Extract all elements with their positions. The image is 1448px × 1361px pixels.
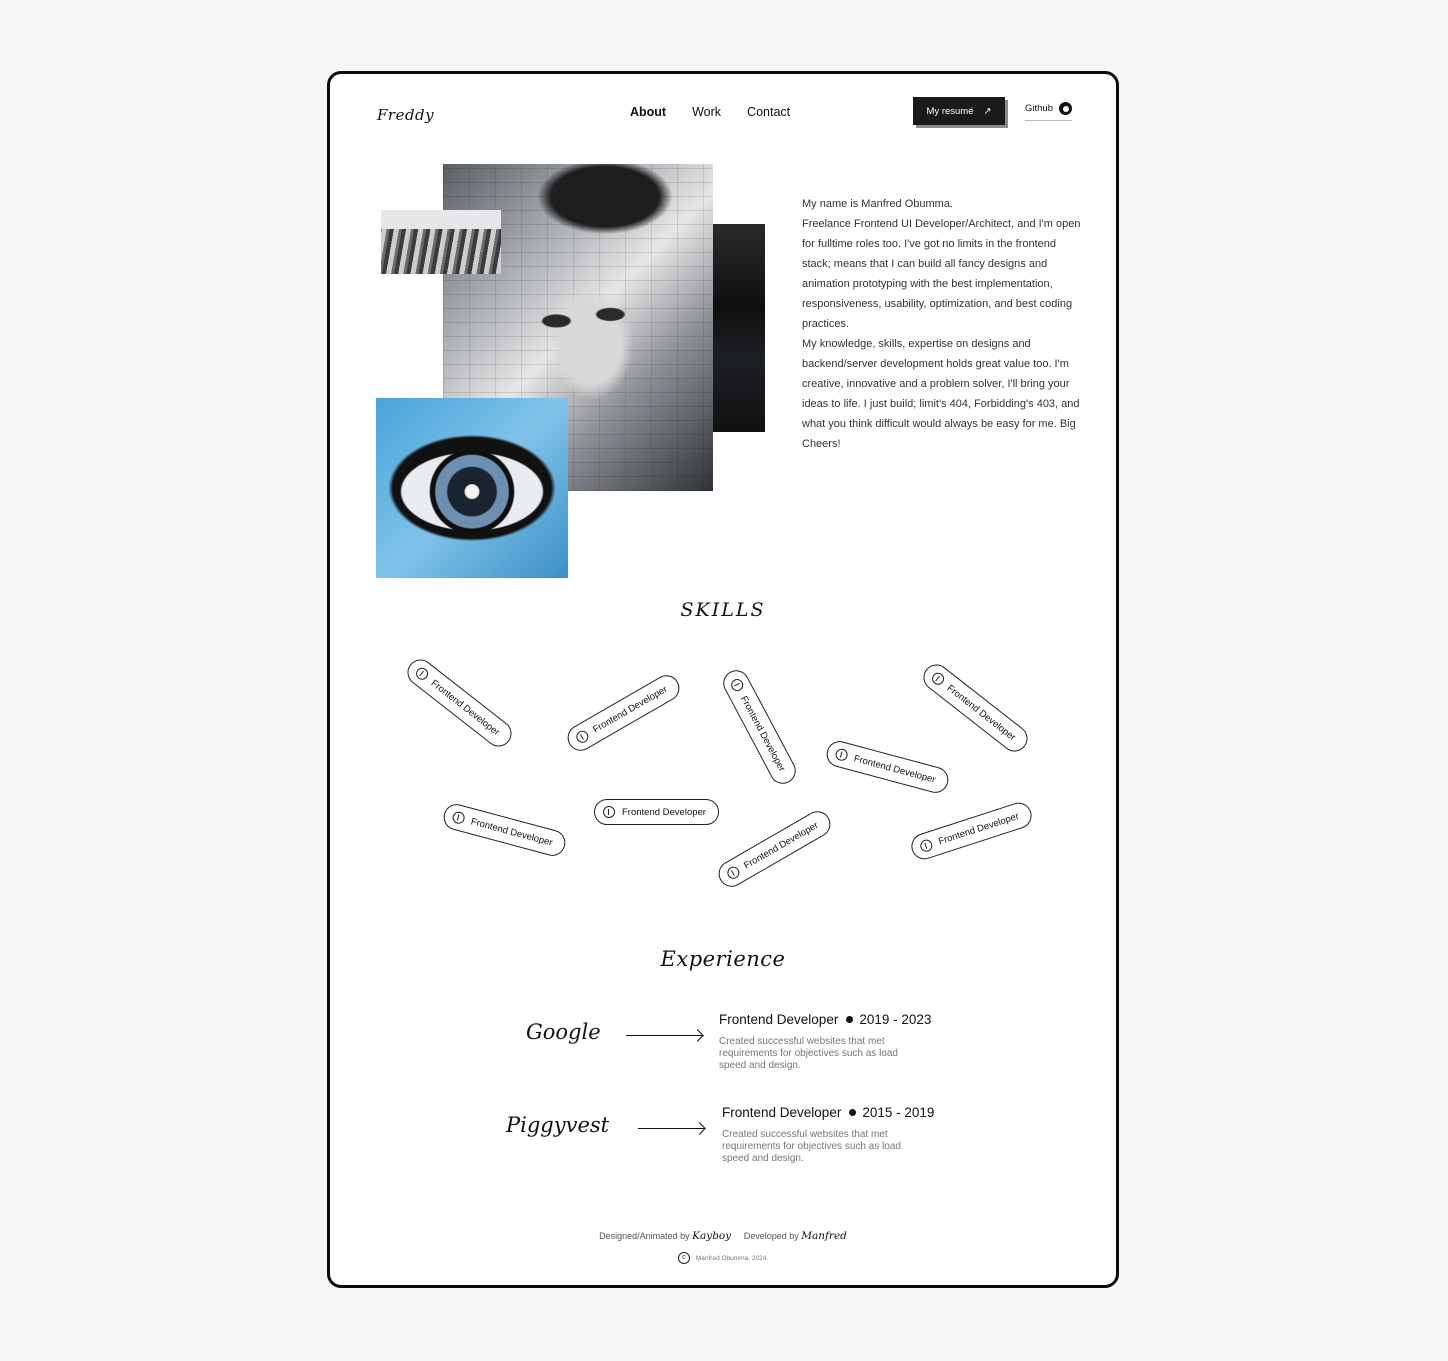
abstract-painting-image bbox=[381, 210, 501, 274]
skill-label: Frontend Developer bbox=[622, 806, 706, 818]
skill-label: Frontend Developer bbox=[738, 693, 788, 774]
skill-icon bbox=[930, 670, 947, 687]
experience-role bbox=[722, 1105, 934, 1120]
nav-work[interactable]: Work bbox=[692, 105, 722, 119]
arrow-right-icon bbox=[626, 1035, 702, 1036]
skill-chip bbox=[594, 799, 719, 825]
bullet-icon bbox=[849, 1109, 856, 1116]
skill-icon bbox=[919, 838, 934, 853]
blue-eye-painting-image bbox=[376, 398, 568, 578]
skill-label: Frontend Developer bbox=[944, 682, 1018, 743]
copyright bbox=[330, 1252, 1116, 1264]
skill-label: Frontend Developer bbox=[852, 752, 937, 786]
copyright-icon: c bbox=[678, 1252, 690, 1264]
experience-role bbox=[719, 1012, 931, 1027]
skill-label: Frontend Developer bbox=[469, 815, 554, 849]
bullet-icon bbox=[846, 1016, 853, 1023]
skills-heading: SKILLS bbox=[680, 599, 766, 621]
copyright-text: Manfred Obumma, 2024. bbox=[695, 1254, 769, 1262]
bio-text bbox=[802, 194, 1082, 454]
skill-icon bbox=[729, 677, 745, 693]
skill-chip bbox=[719, 666, 801, 789]
skill-chip bbox=[441, 801, 568, 858]
skill-icon bbox=[574, 729, 590, 745]
footer-credits bbox=[330, 1230, 1116, 1242]
skill-chip bbox=[918, 659, 1032, 756]
role-period: 2019 - 2023 bbox=[859, 1012, 932, 1027]
nav-contact[interactable]: Contact bbox=[747, 105, 791, 119]
github-label: Github bbox=[1025, 103, 1053, 114]
resume-button[interactable] bbox=[913, 97, 1005, 125]
arrow-right-icon bbox=[638, 1128, 704, 1129]
experience-description: Created successful websites that met requirements for objectives such as load speed and design. bbox=[722, 1129, 901, 1164]
dark-artwork-image bbox=[713, 224, 765, 432]
role-title: Frontend Developer bbox=[722, 1105, 842, 1120]
skill-label: Frontend Developer bbox=[741, 819, 821, 872]
main-nav bbox=[630, 105, 790, 119]
company-google: Google bbox=[526, 1020, 601, 1044]
developed-label: Developed by bbox=[743, 1231, 799, 1241]
role-title: Frontend Developer bbox=[719, 1012, 839, 1027]
skill-chip bbox=[402, 654, 516, 751]
github-link[interactable] bbox=[1025, 102, 1072, 121]
designed-label: Designed/Animated by bbox=[599, 1231, 690, 1241]
developer-signature[interactable]: Manfred bbox=[801, 1230, 847, 1242]
portfolio-page bbox=[327, 71, 1119, 1288]
arrow-up-right-icon: ↗ bbox=[983, 105, 992, 117]
skill-icon bbox=[603, 806, 615, 818]
skill-icon bbox=[451, 810, 466, 825]
bio-line: My name is Manfred Obumma. bbox=[802, 198, 953, 210]
skill-label: Frontend Developer bbox=[936, 810, 1021, 847]
resume-button-label: My resumé bbox=[926, 105, 974, 117]
bio-line: Freelance Frontend UI Developer/Architect, and I'm open for fulltime roles too. I've got no limits in the frontend stack; means that I can build all fancy designs and animation prototyping with the best implementation, responsiveness, usability, optimization, and best coding practices. bbox=[802, 218, 1081, 330]
skill-chip bbox=[563, 670, 684, 755]
skill-chip bbox=[824, 738, 951, 795]
github-icon bbox=[1059, 102, 1072, 115]
skill-icon bbox=[414, 665, 431, 682]
experience-heading: Experience bbox=[660, 947, 786, 971]
skill-chip bbox=[714, 806, 835, 891]
skill-icon bbox=[834, 747, 849, 762]
experience-description: Created successful websites that met requirements for objectives such as load speed and design. bbox=[719, 1036, 898, 1071]
bio-line: My knowledge, skills, expertise on designs and backend/server development holds great value too. I'm creative, innovative and a problem solver, I'll bring your ideas to life. I just build; limit's 404, Forbidding's 403, and what you think difficult would always be easy for me. Big Cheers! bbox=[802, 338, 1080, 450]
company-piggyvest: Piggyvest bbox=[506, 1113, 610, 1137]
site-logo[interactable]: Freddy bbox=[377, 106, 435, 124]
skill-label: Frontend Developer bbox=[590, 683, 670, 736]
nav-about[interactable]: About bbox=[630, 105, 667, 119]
designer-signature[interactable]: Kayboy bbox=[692, 1230, 732, 1242]
role-period: 2015 - 2019 bbox=[862, 1105, 935, 1120]
skill-icon bbox=[725, 865, 741, 881]
skill-label: Frontend Developer bbox=[428, 677, 502, 738]
skill-chip bbox=[908, 799, 1035, 862]
